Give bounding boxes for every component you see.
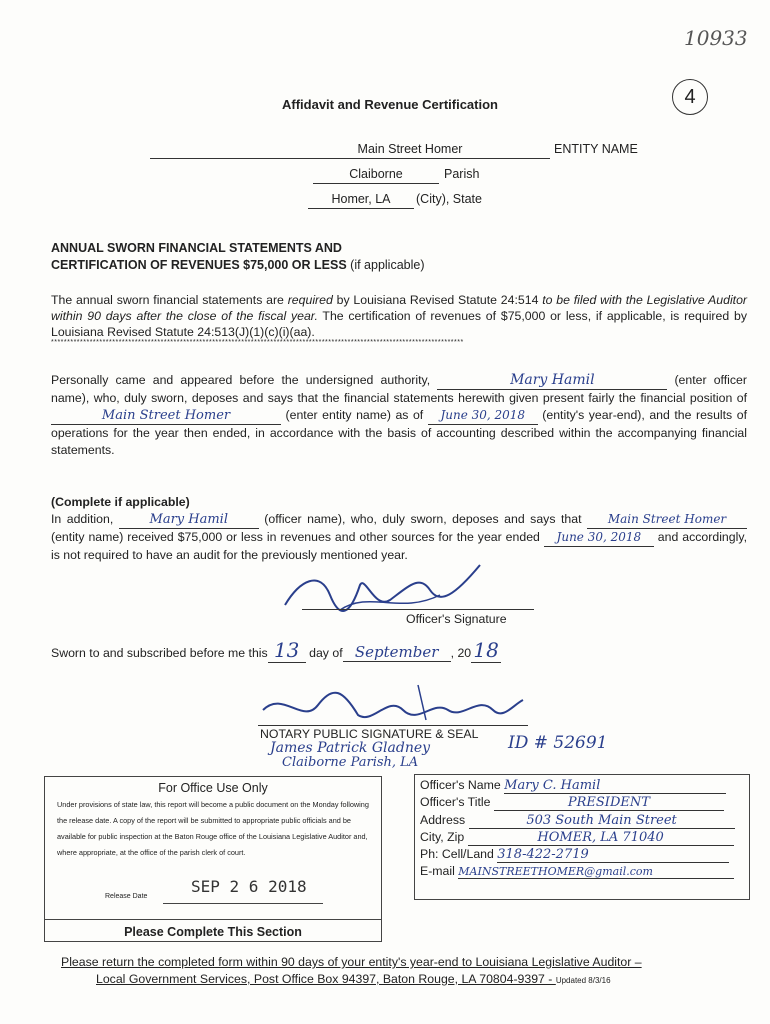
- officer-title-row: Officer's Title PRESIDENT: [420, 795, 745, 812]
- year-end-handwritten-2: June 30, 2018: [544, 529, 654, 547]
- notary-signature-label: NOTARY PUBLIC SIGNATURE & SEAL: [260, 727, 479, 741]
- officer-info-fields: [420, 778, 745, 882]
- notary-signature-line: [258, 725, 528, 726]
- address-row: Address 503 South Main Street: [420, 813, 745, 830]
- page-number-circle: [672, 79, 708, 115]
- parish-field: [313, 167, 439, 184]
- notary-id: ID # 52691: [508, 733, 608, 753]
- entity-name-handwritten: Main Street Homer: [51, 407, 281, 425]
- office-use-box: [44, 776, 382, 942]
- phone-row: Ph: Cell/Land 318-422-2719: [420, 847, 745, 864]
- affidavit-paragraph: Personally came and appeared before the undersigned authority, Mary Hamil (enter officer name), who, duly sworn, deposes and says that the financial statements herewith given present fairly the financial position of Main Street Homer (enter entity name) as of June 30, 2018 (entity's year-end), and the results of operations for the year then ended, in accordance with the basis of accounting described within the accompanying financial statements.: [51, 372, 747, 457]
- parish-value: Claiborne: [349, 167, 403, 181]
- year-end-handwritten: June 30, 2018: [428, 407, 538, 425]
- officer-signature: [280, 560, 490, 620]
- separator-stars: ********************************************************************************************************************************: [51, 339, 464, 346]
- please-complete-label: Please Complete This Section: [124, 925, 302, 939]
- office-use-title: For Office Use Only: [158, 781, 268, 795]
- entity-name-value: Main Street Homer: [357, 142, 463, 156]
- footer-line1: Please return the completed form within 90 days of your entity's year-end to Louisiana Legislative Auditor –: [61, 955, 642, 969]
- entity-name-field: [150, 142, 550, 159]
- entity-name-handwritten-2: Main Street Homer: [587, 511, 747, 529]
- city-field: [308, 192, 414, 209]
- intro-paragraph: The annual sworn financial statements are required by Louisiana Revised Statute 24:514 to be filed with the Legislative Auditor within 90 days after the close of the fiscal year. The certification of revenues of $75,000 or less, if applicable, is required by Louisiana Revised Statute 24:513(J)(1)(c)(i)(aa).: [51, 293, 748, 339]
- officer-signature-line: [302, 609, 534, 610]
- city-value: Homer, LA: [331, 192, 391, 206]
- footer-line2: Local Government Services, Post Office Box 94397, Baton Rouge, LA 70804-9397 - Updated 8/3/16: [96, 972, 611, 986]
- section-heading-line2: CERTIFICATION OF REVENUES $75,000 OR LESS (if applicable): [51, 258, 425, 272]
- city-label: (City), State: [416, 192, 482, 206]
- page-number: 4: [684, 86, 696, 108]
- officer-name-handwritten-2: Mary Hamil: [119, 511, 259, 529]
- release-date-stamp: SEP 2 6 2018: [191, 877, 307, 896]
- officer-name-handwritten: Mary Hamil: [437, 372, 667, 390]
- sworn-year: 18: [471, 638, 501, 663]
- release-date-label: Release Date: [105, 893, 148, 900]
- email-row: E-mail MAINSTREETHOMER@gmail.com: [420, 864, 745, 881]
- sworn-statement: Sworn to and subscribed before me this 13 day of September , 20 18: [51, 638, 591, 663]
- officer-name-row: Officer's Name Mary C. Hamil: [420, 778, 745, 795]
- section-heading-line1: ANNUAL SWORN FINANCIAL STATEMENTS AND: [51, 241, 342, 255]
- notary-name: James Patrick Gladney: [270, 740, 431, 756]
- revenue-certification-paragraph: In addition, Mary Hamil (officer name), who, duly sworn, deposes and says that Main Street Homer (entity name) received $75,000 or less in revenues and other sources for the year ended June 30, 2018 and accordingly, is not required to have an audit for the previously mentioned year.: [51, 512, 747, 562]
- officer-signature-label: Officer's Signature: [406, 612, 507, 626]
- page-title: Affidavit and Revenue Certification: [282, 97, 498, 112]
- city-zip-row: City, Zip HOMER, LA 71040: [420, 830, 745, 847]
- office-use-text: Under provisions of state law, this report will become a public document on the Monday following the release date. A copy of the report will be submitted to appropriate public officials and be available for public inspection at the Baton Rouge office of the Louisiana Legislative Auditor and, where appropriate, at the office of the parish clerk of court.: [57, 800, 369, 857]
- sworn-month: September: [343, 643, 451, 662]
- entity-name-label: ENTITY NAME: [554, 142, 638, 156]
- notary-parish: Claiborne Parish, LA: [282, 755, 419, 770]
- notary-signature: [258, 680, 528, 730]
- complete-if-applicable-label: (Complete if applicable): [51, 495, 190, 509]
- parish-label: Parish: [444, 167, 480, 181]
- document-number: 10933: [684, 26, 748, 50]
- sworn-day: 13: [268, 638, 306, 663]
- updated-date: Updated 8/3/16: [555, 976, 611, 985]
- release-date-line: [163, 903, 323, 904]
